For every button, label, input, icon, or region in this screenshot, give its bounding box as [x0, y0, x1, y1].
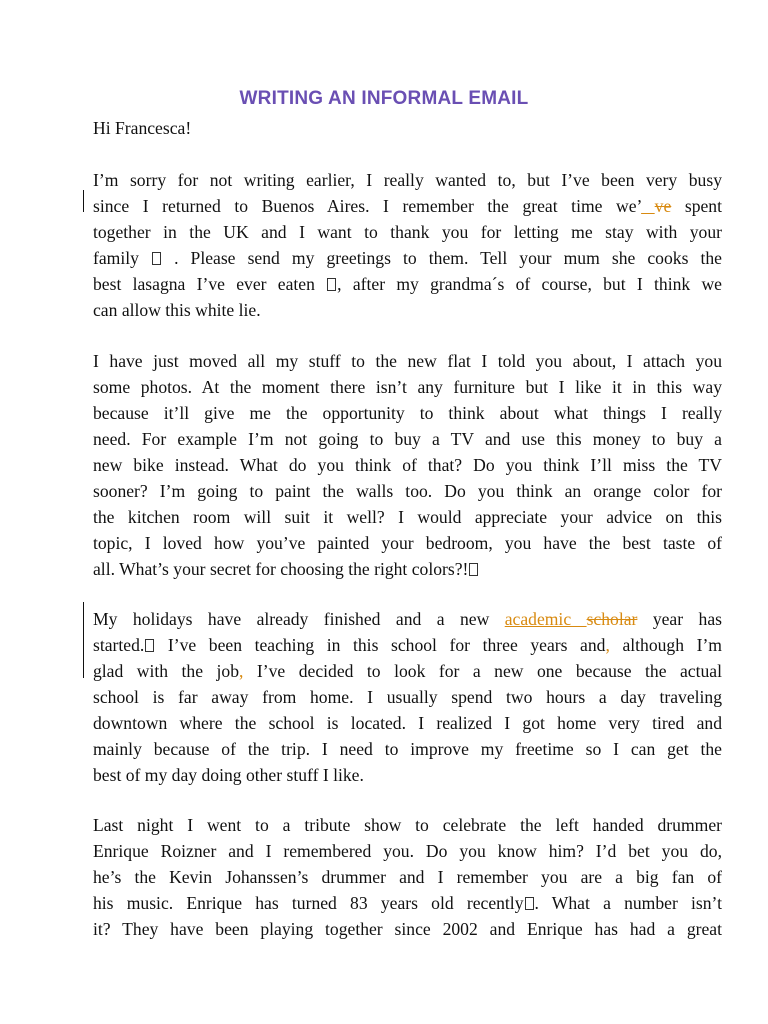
paragraph-1-line-6: can allow this white lie. — [93, 300, 261, 320]
change-bar — [83, 190, 84, 212]
paragraph-4-line-4: his music. Enrique has turned 83 years old recently . What a number isn’t — [93, 893, 722, 913]
deleted-text: ve — [654, 196, 672, 216]
missing-glyph-icon — [152, 252, 161, 265]
paragraph-2-line-1: I have just moved all my stuff to the new flat I told you about, I attach you — [93, 351, 722, 371]
paragraph-2-line-4: need. For example I’m not going to buy a TV and use this money to buy a — [93, 429, 722, 449]
missing-glyph-icon — [327, 278, 336, 291]
paragraph-4-line-2: Enrique Roizner and I remembered you. Do you know him? I’d bet you do, — [93, 841, 722, 861]
inserted-text — [641, 196, 655, 216]
paragraph-3-line-5: downtown where the school is located. I realized I got home very tired and — [93, 713, 722, 733]
paragraph-3-line-1: My holidays have already finished and a new academic scholar year has — [93, 609, 722, 629]
inserted-text: academic — [504, 609, 587, 629]
inserted-text: , — [239, 661, 244, 681]
paragraph-2-line-8: topic, I loved how you’ve painted your bedroom, you have the best taste of — [93, 533, 722, 553]
deleted-text: scholar — [586, 609, 638, 629]
document-title: WRITING AN INFORMAL EMAIL — [239, 88, 529, 109]
paragraph-1-line-5: best lasagna I’ve ever eaten , after my grandma´s of course, but I think we — [93, 274, 722, 294]
missing-glyph-icon — [525, 897, 534, 910]
greeting: Hi Francesca! — [93, 118, 192, 138]
paragraph-1-line-1: I’m sorry for not writing earlier, I really wanted to, but I’ve been very busy — [93, 170, 722, 190]
missing-glyph-icon — [469, 563, 478, 576]
paragraph-3-line-6: mainly because of the trip. I need to improve my freetime so I can get the — [93, 739, 722, 759]
paragraph-2-line-5: new bike instead. What do you think of that? Do you think I’ll miss the TV — [93, 455, 722, 475]
paragraph-2-line-3: because it’ll give me the opportunity to think about what things I really — [93, 403, 722, 423]
paragraph-4-line-5: it? They have been playing together since 2002 and Enrique has had a great — [93, 919, 722, 939]
paragraph-1-line-4: family . Please send my greetings to them. Tell your mum she cooks the — [93, 248, 722, 268]
paragraph-2-line-7: the kitchen room will suit it well? I would appreciate your advice on this — [93, 507, 722, 527]
paragraph-3-line-4: school is far away from home. I usually spend two hours a day traveling — [93, 687, 722, 707]
paragraph-3-line-7: best of my day doing other stuff I like. — [93, 765, 364, 785]
paragraph-1-line-3: together in the UK and I want to thank you for letting me stay with your — [93, 222, 722, 242]
missing-glyph-icon — [145, 639, 154, 652]
paragraph-3-line-3: glad with the job, I’ve decided to look for a new one because the actual — [93, 661, 722, 681]
paragraph-4-line-1: Last night I went to a tribute show to celebrate the left handed drummer — [93, 815, 722, 835]
paragraph-2-line-6: sooner? I’m going to paint the walls too. Do you think an orange color for — [93, 481, 722, 501]
change-bar — [83, 602, 84, 678]
paragraph-2-line-2: some photos. At the moment there isn’t any furniture but I like it in this way — [93, 377, 722, 397]
paragraph-4-line-3: he’s the Kevin Johanssen’s drummer and I remember you are a big fan of — [93, 867, 722, 887]
paragraph-3-line-2: started. I’ve been teaching in this school for three years and, although I’m — [93, 635, 722, 655]
paragraph-2-line-9: all. What’s your secret for choosing the right colors?! — [93, 559, 722, 579]
inserted-text: , — [605, 635, 610, 655]
paragraph-1-line-2: since I returned to Buenos Aires. I remember the great time we’ ve spent — [93, 196, 722, 216]
